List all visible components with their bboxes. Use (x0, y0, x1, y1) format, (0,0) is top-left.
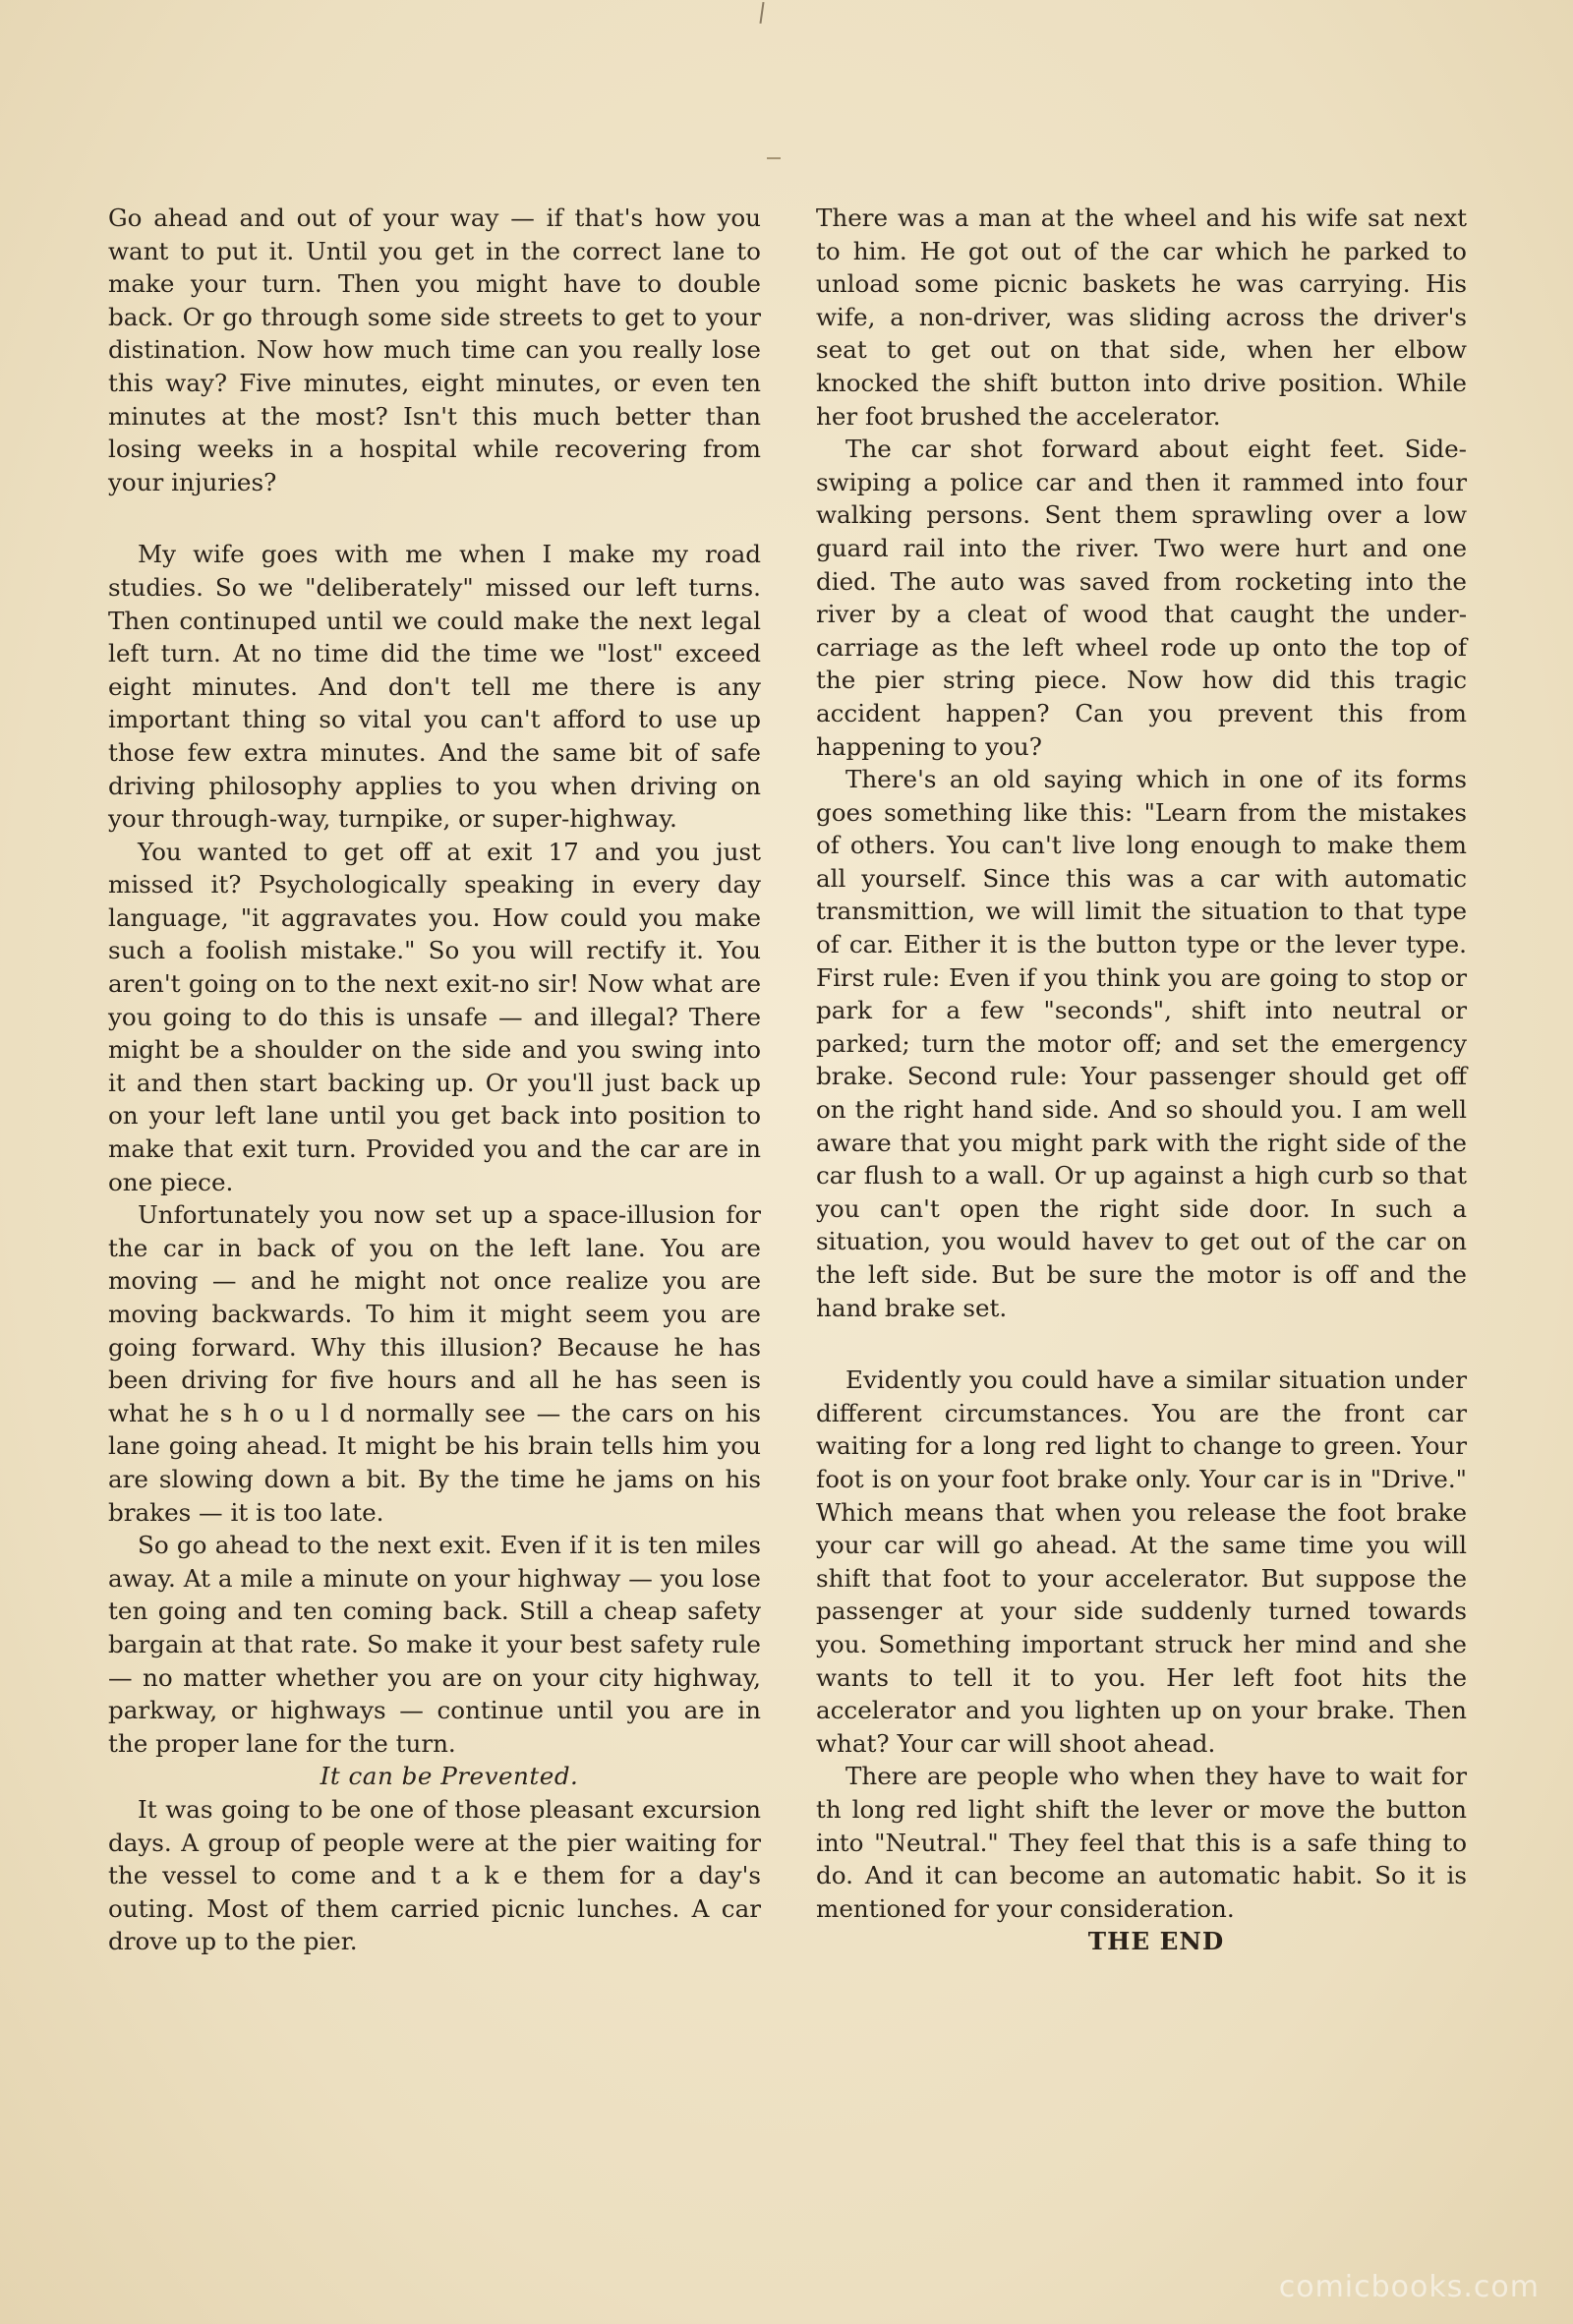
paragraph: Unfortunately you now set up a space-illusion for the car in back of you on the left lane. You are moving — and he might not once realize you are moving backwards. To him it might seem you are going forward. Why this illusion? Because he has been driving for five hours and all he has seen is what he s h o u l d normally see — the cars on his lane going ahead. It might be his brain tells him you are slowing down a bit. By the time he jams on his brakes — it is too late. (108, 1200, 761, 1527)
left-column (108, 202, 761, 1958)
paragraph: There was a man at the wheel and his wife sat next to him. He got out of the car which he parked to unload some picnic baskets he was carrying. His wife, a non-driver, was sliding across the driver's seat to get out on that side, when her elbow knocked the shift button into drive position. While her foot brushed the accelerator. (816, 203, 1467, 431)
paragraph: It was going to be one of those pleasant excursion days. A group of people were at the pier waiting for the vessel to come and t a k e them for a day's outing. Most of them carried picnic lunches. A car drove up to the pier. (108, 1794, 761, 1956)
paragraph: You wanted to get off at exit 17 and you just missed it? Psychologically speaking in every day language, "it aggravates you. How could you make such a foolish mistake." So you will rectify it. You aren't going on to the next exit-no sir! Now what are you going to do this is unsafe — and illegal? There might be a shoulder on the side and you swing into it and then start backing up. Or you'll just back up on your left lane until you get back into position to make that exit turn. Provided you and the car are in one piece. (108, 837, 761, 1196)
paragraph: So go ahead to the next exit. Even if it is ten miles away. At a mile a minute on your highway — you lose ten going and ten coming back. Still a cheap safety bargain at that rate. So make it your best safety rule — no matter whether you are on your city highway, parkway, or highways — continue until you are in the proper lane for the turn. (108, 1531, 761, 1758)
paragraph: There's an old saying which in one of its forms goes something like this: "Learn from the mistakes of others. You can't live long enough to make them all yourself. Since this was a car with automatic transmittion, we will limit the situation to that type of car. Either it is the button type or the lever type. First rule: Even if you think you are going to stop or park for a few "seconds", shift into neutral or parked; turn the motor off; and set the emergency brake. Second rule: Your passenger should get off on the right hand side. And so should you. I am well aware that you might park with the right side of the car flush to a wall. Or up against a high curb so that you can't open the right side door. In such a situation, you would havev to get out of the car on the left side. But be sure the motor is off and the hand brake set. (816, 765, 1467, 1322)
section-heading: It can be Prevented. (320, 1762, 579, 1791)
the-end-label: THE END (1087, 1927, 1225, 1956)
paragraph: There are people who when they have to wait for th long red light shift the lever or move the button into "Neutral." They feel that this is a safe thing to do. And it can become an automatic habit. So it is mentioned for your consideration. (816, 1762, 1467, 1923)
paragraph: Go ahead and out of your way — if that's how you want to put it. Until you get in the correct lane to make your turn. Then you might have to double back. Or go through some side streets to get to your distination. Now how much time can you really lose this way? Five minutes, eight minutes, or even ten minutes at the most? Isn't this much better than losing weeks in a hospital while recovering from your injuries? (108, 203, 761, 496)
page-mark (767, 157, 781, 159)
paragraph: The car shot forward about eight feet. Side-swiping a police car and then it rammed into four walking persons. Sent them sprawling over a low guard rail into the river. Two were hurt and one died. The auto was saved from rocketing into the river by a cleat of wood that caught the under-carriage as the left wheel rode up onto the top of the pier string piece. Now how did this tragic accident happen? Can you prevent this from happening to you? (816, 435, 1467, 761)
page-mark (759, 2, 764, 24)
right-column (816, 202, 1467, 1958)
paragraph: Evidently you could have a similar situation under different circumstances. You are the front car waiting for a long red light to change to green. Your foot is on your foot brake only. Your car is in "Drive." Which means that when you release the foot brake your car will go ahead. At the same time you will shift that foot to your accelerator. But suppose the passenger at your side suddenly turned towards you. Something important struck her mind and she wants to tell it to you. Her left foot hits the accelerator and you lighten up on your brake. Then what? Your car will shoot ahead. (816, 1365, 1467, 1758)
paragraph: My wife goes with me when I make my road studies. So we "deliberately" missed our left turns. Then continuped until we could make the next legal left turn. At no time did the time we "lost" exceed eight minutes. And don't tell me there is any important thing so vital you can't afford to use up those few extra minutes. And the same bit of safe driving philosophy applies to you when driving on your through-way, turnpike, or super-highway. (108, 540, 761, 834)
watermark: comicbooks.com (1278, 2270, 1540, 2304)
